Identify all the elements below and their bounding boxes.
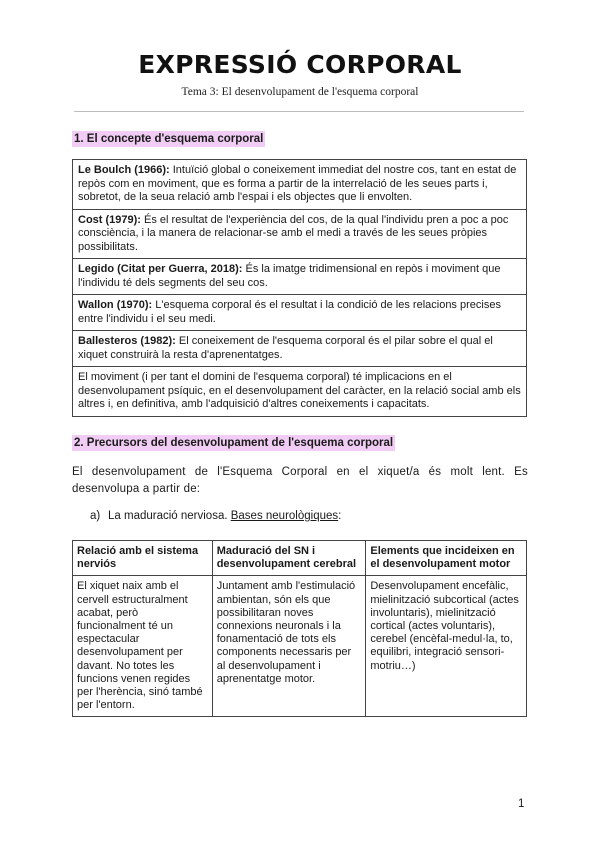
column-header: Maduració del SN i desenvolupament cerebral: [212, 541, 366, 576]
list-item-suffix: :: [338, 510, 342, 522]
table-row: [73, 295, 527, 331]
definition-cell: [73, 209, 527, 259]
title-divider: [74, 111, 524, 112]
closing-cell: El moviment (i per tant el domini de l'esquema corporal) té implicacions en el desenvolupament psíquic, en el desenvolupament del caràcter, en la relació social amb els altres i, en definitiva, amb l'adquisició d'altres coneixements i capacitats.: [73, 367, 527, 417]
definition-cell: [73, 295, 527, 331]
section-2-intro: El desenvolupament de l'Esquema Corporal en el xiquet/a és molt lent. Es desenvolupa a partir de:: [72, 466, 528, 495]
list-marker: a): [90, 510, 101, 522]
definition-cell: [73, 331, 527, 367]
table-row: [73, 576, 527, 717]
definition-author: Wallon (1970):: [78, 299, 153, 311]
table-cell: Juntament amb l'estimulació ambientan, són els que possibilitaran noves connexions neuronals i la fonamentació de tots els components necessaris per al desenvolupament i aprenentatge motor.: [212, 576, 366, 717]
table-row: [73, 259, 527, 295]
definition-author: Cost (1979):: [78, 213, 141, 226]
list-item-underlined: Bases neurològiques: [230, 510, 339, 522]
definition-author: Ballesteros (1982):: [78, 335, 176, 347]
table-row: [73, 160, 527, 210]
list-item-text: La maduració nerviosa.: [108, 510, 231, 522]
definitions-table: [72, 159, 527, 417]
definition-author: Legido (Citat per Guerra, 2018):: [78, 263, 243, 275]
list-item: [90, 510, 341, 522]
definition-text: Intuïció global o coneixement immediat del nostre cos, tant en estat de repòs com en moviment, que es forma a partir de la interrelació de les seues parts i, sobretot, de la seua relació amb l'espai i els objectes que li envolten.: [78, 164, 517, 203]
page-number: 1: [518, 798, 525, 810]
table-cell: Desenvolupament encefàlic, mielinització subcortical (actes involuntaris), mielinització cortical (actes voluntaris), cerebel (encèfal-medul·la, to, equilibri, integració sensori-motriu…): [366, 576, 527, 717]
table-cell: El xiquet naix amb el cervell estructuralment acabat, però funcionalment té un espectacular desenvolupament per davant. No totes les funcions venen regides per l'herència, sinó també per l'entorn.: [73, 576, 213, 717]
column-header: Elements que incideixen en el desenvolupament motor: [366, 541, 527, 576]
page-title: EXPRESSIÓ CORPORAL: [138, 50, 462, 79]
section-1-heading: 1. El concepte d'esquema corporal: [74, 133, 264, 145]
table-row: [73, 331, 527, 367]
page-subtitle: Tema 3: El desenvolupament de l'esquema corporal: [181, 86, 419, 98]
table-header-row: [73, 541, 527, 576]
section-2-heading: 2. Precursors del desenvolupament de l'esquema corporal: [74, 437, 394, 449]
definition-text: És la imatge tridimensional en repòs i moviment que l'individu té dels segments del seu cos.: [78, 263, 501, 289]
definition-text: El coneixement de l'esquema corporal és el pilar sobre el qual el xiquet construirà la resta d'aprenentatges.: [78, 335, 493, 361]
definition-cell: [73, 259, 527, 295]
column-header: Relació amb el sistema nerviós: [73, 541, 213, 576]
definition-author: Le Boulch (1966):: [78, 164, 170, 176]
definition-cell: [73, 160, 527, 210]
neuro-bases-table: [72, 540, 527, 717]
table-row: [73, 367, 527, 417]
table-row: [73, 209, 527, 259]
definition-text: L'esquema corporal és el resultat i la condició de les relacions precises entre l'individu i el seu medi.: [78, 299, 501, 325]
definition-text: És el resultat de l'experiència del cos, de la qual l'individu pren a poc a poc consciència, i la manera de relacionar-se amb el medi a través de les seues pròpies possibilitats.: [78, 213, 509, 253]
